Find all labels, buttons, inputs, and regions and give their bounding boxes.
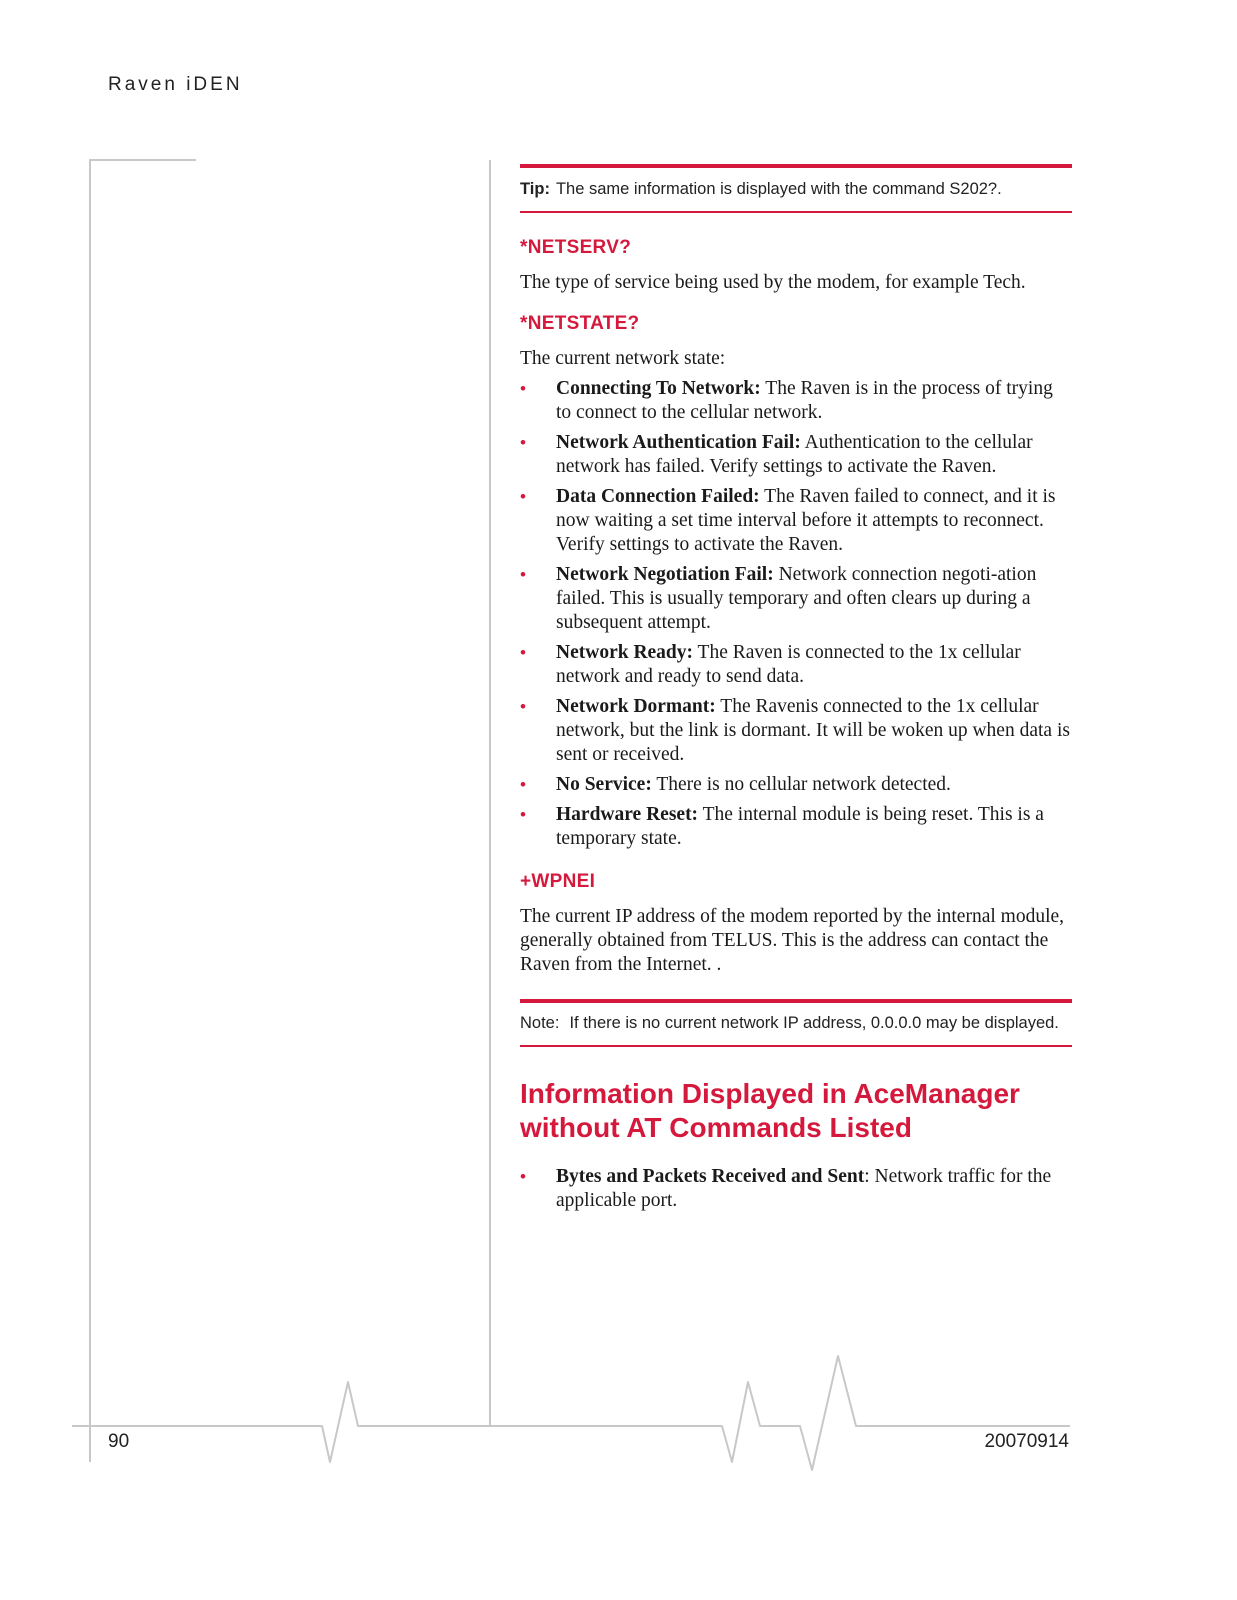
list-item-term: No Service: bbox=[556, 774, 652, 795]
list-item-term: Hardware Reset: bbox=[556, 804, 699, 825]
list-item bbox=[520, 431, 1072, 479]
list-item-term: Bytes and Packets Received and Sent bbox=[556, 1166, 865, 1187]
list-item-text: The Ravenis connected to the 1x cellular network, but the link is dormant. It will be woken up when data is sent or received. bbox=[556, 696, 1070, 765]
list-item-text: The internal module is being reset. This is a temporary state. bbox=[556, 804, 1044, 849]
tip-text: The same information is displayed with the command S202?. bbox=[555, 180, 1002, 198]
main-column bbox=[520, 164, 1072, 1233]
list-item-text: : Network traffic for the applicable port. bbox=[556, 1166, 1052, 1211]
note-callout bbox=[520, 999, 1072, 1047]
bullet-icon: • bbox=[520, 697, 526, 716]
tip-callout bbox=[520, 164, 1072, 213]
list-item-term: Network Ready: bbox=[556, 642, 694, 663]
netstate-list bbox=[520, 377, 1072, 851]
list-item bbox=[520, 641, 1072, 689]
list-item-term: Connecting To Network: bbox=[556, 378, 761, 399]
bullet-icon: • bbox=[520, 487, 526, 506]
list-item bbox=[520, 485, 1072, 557]
list-item-text: The Raven failed to connect, and it is now waiting a set time interval before it attempts to reconnect. Verify settings to activate the Raven. bbox=[556, 486, 1056, 555]
netstate-heading: *NETSTATE? bbox=[520, 313, 640, 334]
list-item bbox=[520, 803, 1072, 851]
document-date: 20070914 bbox=[984, 1431, 1069, 1452]
wpnei-description: The current IP address of the modem reported by the internal module, generally obtained from TELUS. This is the address can contact the Raven from the Internet. . bbox=[520, 906, 1065, 975]
list-item-text: There is no cellular network detected. bbox=[651, 774, 951, 795]
list-item-term: Network Negotiation Fail: bbox=[556, 564, 774, 585]
list-item bbox=[520, 377, 1072, 425]
list-item-term: Network Dormant: bbox=[556, 696, 716, 717]
list-item bbox=[520, 695, 1072, 767]
bullet-icon: • bbox=[520, 1167, 526, 1186]
list-item bbox=[520, 1165, 1072, 1213]
netstate-intro: The current network state: bbox=[520, 348, 726, 369]
left-frame-line bbox=[90, 160, 196, 1462]
bullet-icon: • bbox=[520, 433, 526, 452]
bullet-icon: • bbox=[520, 805, 526, 824]
page-number: 90 bbox=[108, 1431, 130, 1452]
list-item-text: Network connection negoti-ation failed. This is usually temporary and often clears up during a subsequent attempt. bbox=[556, 564, 1037, 633]
note-label: Note: bbox=[520, 1014, 560, 1032]
heartbeat-footer-line bbox=[72, 1356, 1070, 1470]
netserv-description: The type of service being used by the modem, for example Tech. bbox=[520, 272, 1026, 293]
section-title-line-2: without AT Commands Listed bbox=[520, 1112, 912, 1143]
bullet-icon: • bbox=[520, 775, 526, 794]
acemanager-section-title bbox=[520, 1077, 1072, 1145]
list-item bbox=[520, 563, 1072, 635]
list-item-text: The Raven is in the process of trying to connect to the cellular network. bbox=[556, 378, 1053, 423]
bullet-icon: • bbox=[520, 643, 526, 662]
list-item bbox=[520, 773, 1072, 797]
section-title-line-1: Information Displayed in AceManager bbox=[520, 1078, 1020, 1109]
list-item-text: The Raven is connected to the 1x cellular network and ready to send data. bbox=[556, 642, 1021, 687]
list-item-text: Authentication to the cellular network has failed. Verify settings to activate the Raven. bbox=[556, 432, 1033, 477]
netserv-heading: *NETSERV? bbox=[520, 237, 632, 258]
wpnei-heading: +WPNEI bbox=[520, 871, 596, 892]
tip-label: Tip: bbox=[520, 180, 550, 198]
running-header: Raven iDEN bbox=[108, 74, 243, 95]
bullet-icon: • bbox=[520, 379, 526, 398]
list-item-term: Network Authentication Fail: bbox=[556, 432, 801, 453]
list-item-term: Data Connection Failed: bbox=[556, 486, 760, 507]
acemanager-list bbox=[520, 1165, 1072, 1213]
bullet-icon: • bbox=[520, 565, 526, 584]
note-text: If there is no current network IP address, 0.0.0.0 may be displayed. bbox=[569, 1014, 1059, 1032]
